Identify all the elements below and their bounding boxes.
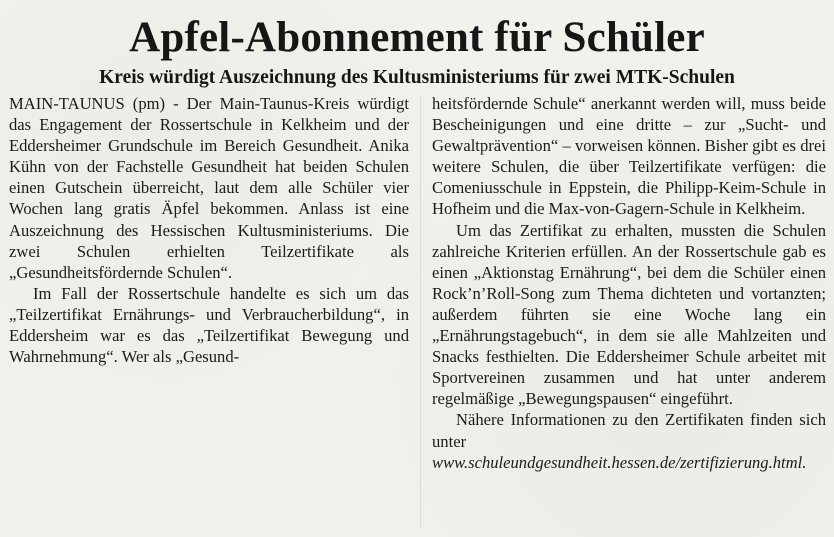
more-info-text: Nähere Informationen zu den Zertifikaten finden sich unter: [432, 410, 826, 451]
subheadline: Kreis würdigt Auszeichnung des Kultusministeriums für zwei MTK-Schulen: [99, 67, 735, 88]
article-column-right: [432, 93, 826, 473]
paragraph-rossertschule-certificate: Im Fall der Rossertschule handelte es sich um das „Teilzertifikat Ernährungs- und Verbraucherbildung“, in Eddersheim war es das „Teilzertifikat Bewegung und Wahrnehmung“. Wer als „Gesund-: [9, 283, 409, 367]
paragraph-more-info: [432, 409, 826, 472]
column-gutter: [420, 96, 421, 528]
headline: Apfel-Abonnement für Schüler: [129, 14, 705, 61]
paragraph-intro: MAIN-TAUNUS (pm) - Der Main-Taunus-Kreis würdigt das Engagement der Rossertschule in Kelkheim und der Eddersheimer Grundschule im Bereich Gesundheit. Anika Kühn von der Fachstelle Gesundheit hat beiden Schulen einen Gutschein überreicht, laut dem alle Schüler vier Wochen lang gratis Äpfel bekommen. Anlass ist eine Auszeichnung des Hessischen Kultusministeriums. Die zwei Schulen erhielten Teilzertifikate als „Gesundheitsfördernde Schulen“.: [9, 94, 409, 282]
paragraph-criteria: Um das Zertifikat zu erhalten, mussten die Schulen zahlreiche Kriterien erfüllen. An der Rossertschule gab es einen „Aktionstag Ernährung“, bei dem die Schüler einen Rock’n’Roll-Song zum Thema dichteten und vortanzten; außerdem führten sie eine Woche lang ein „Ernährungstagebuch“, in dem sie alle Mahlzeiten und Snacks festhielten. Die Eddersheimer Schule arbeitet mit Sportvereinen zusammen und hat unter anderem regelmäßige „Bewegungspausen“ eingeführt.: [432, 220, 826, 409]
article-column-left: [9, 93, 409, 367]
paragraph-certificate-requirements: heitsfördernde Schule“ anerkannt werden will, muss beide Bescheinigungen und eine dritte – zur „Sucht- und Gewaltprävention“ – vorweisen können. Bisher gibt es drei weitere Schulen, die über Teilzertifikate verfügen: die Comeniusschule in Eppstein, die Philipp-Keim-Schule in Hofheim und die Max-von-Gagern-Schule in Kelkheim.: [432, 94, 826, 219]
info-url: www.schuleundgesundheit.hessen.de/zertifizierung.html.: [432, 452, 807, 472]
